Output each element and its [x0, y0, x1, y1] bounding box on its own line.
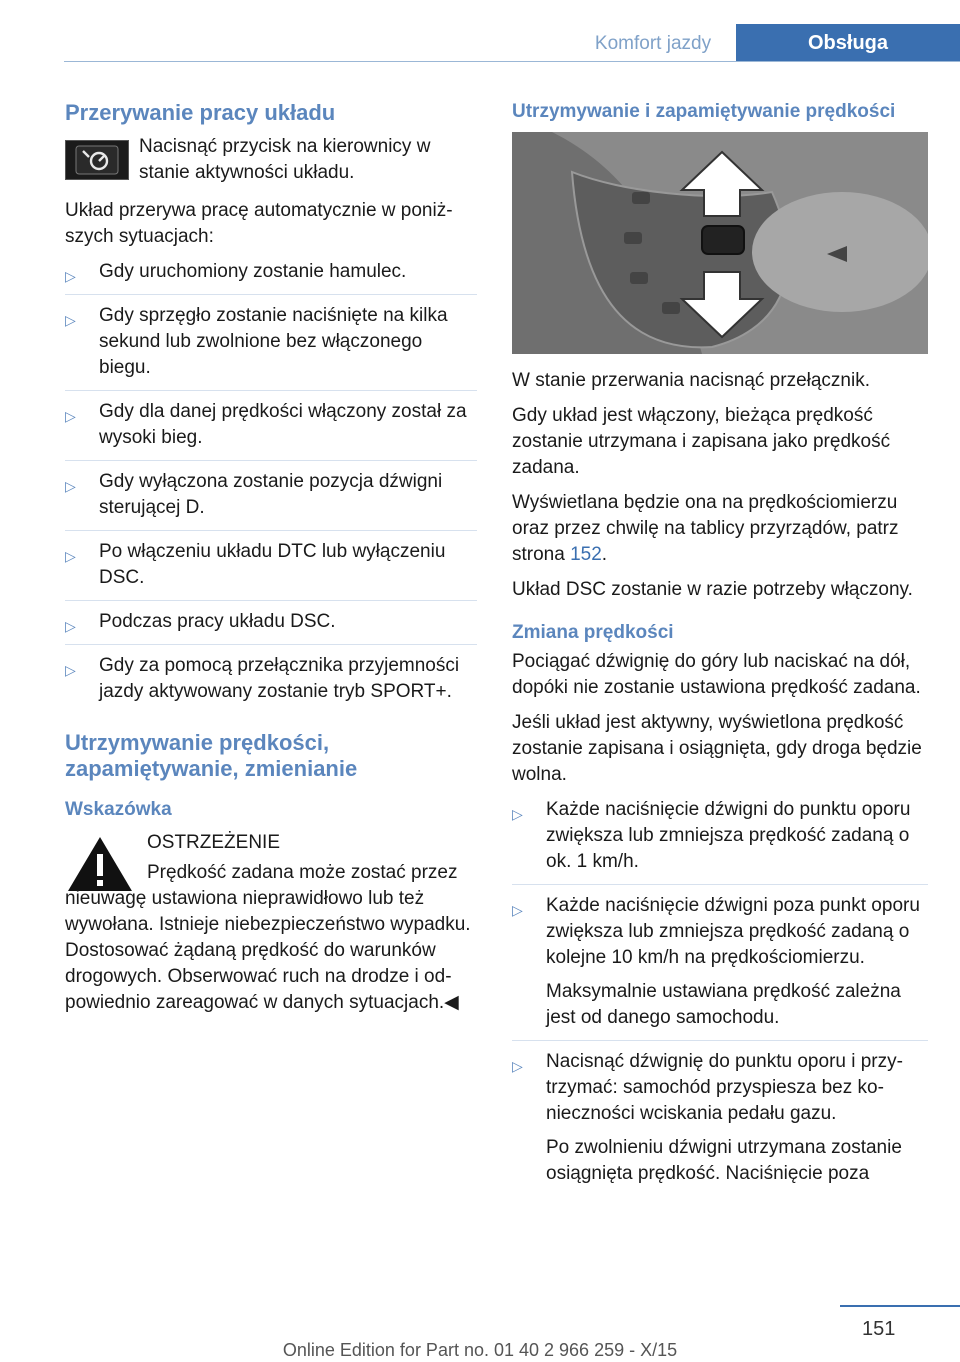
paragraph-press-switch: W stanie przerwania nacisnąć przełącznik. [512, 370, 870, 391]
list-item: ▷ Po włączeniu układu DTC lub wyłączeniu DSC. [65, 539, 477, 601]
paragraph-display: Wyświetlana będzie ona na prędkościomierzu oraz przez chwilę na tablicy przyrządów, patrz strona 152. [512, 492, 899, 565]
triangle-bullet-icon: ▷ [65, 662, 76, 678]
triangle-bullet-icon: ▷ [65, 618, 76, 634]
list-item: ▷ Gdy wyłączona zostanie pozycja dźwigni sterującej D. [65, 469, 477, 531]
paragraph-stored-speed: Gdy układ jest włączony, bieżąca prędkość zostanie utrzymana i zapisana jako prędkość zadana. [512, 405, 891, 478]
triangle-bullet-icon: ▷ [512, 1058, 523, 1074]
steering-wheel-lever-image [512, 132, 928, 354]
button-instruction [65, 134, 477, 186]
right-column [512, 100, 928, 1206]
triangle-bullet-icon: ▷ [65, 548, 76, 564]
change-speed-title: Zmiana prędkości [512, 622, 674, 643]
hint-title: Wskazówka [65, 799, 172, 820]
triangle-bullet-icon: ▷ [65, 408, 76, 424]
maintain-title: Utrzymywanie prędkości, zapamiętywanie, zmienianie [65, 730, 358, 781]
section-tab[interactable]: Komfort jazdy [594, 33, 712, 54]
button-caption: Nacisnąć przycisk na kierownicy w stanie aktywności układu. [139, 136, 431, 183]
warning-label: OSTRZEŻENIE [147, 832, 281, 853]
chapter-tab[interactable]: Obsługa [736, 24, 960, 62]
auto-interrupt-intro: Układ przerywa pracę automatycznie w poniższych sytuacjach: [65, 200, 453, 247]
header-divider [64, 61, 960, 62]
triangle-bullet-icon: ▷ [65, 312, 76, 328]
list-item: ▷ Każde naciśnięcie dźwigni poza punkt oporu zwiększa lub zmniejsza prędkość zadaną o kolejne 10 km/h na prędkościomierzu. Maksymalnie ustawiana prędkość zależna jest od danego samochodu. [512, 893, 928, 1041]
list-item: ▷ Każde naciśnięcie dźwigni do punktu oporu zwiększa lub zmniejsza prędkość zadaną o ok. 1 km/h. [512, 797, 928, 885]
list-item: ▷ Gdy dla danej prędkości włączony został za wysoki bieg. [65, 399, 477, 461]
store-title: Utrzymywanie i zapamiętywanie prędkości [512, 101, 896, 122]
interrupt-title: Przerywanie pracy układu [65, 100, 336, 125]
page-number-rule [840, 1305, 960, 1307]
cruise-control-button-icon [65, 140, 129, 180]
warning-triangle-icon [65, 834, 135, 894]
paragraph-lever: Pociągać dźwignię do góry lub naciskać na dół, dopóki nie zostanie ustawiona prędkość zadana. [512, 651, 921, 698]
list-item: ▷ Gdy uruchomiony zostanie hamulec. [65, 259, 477, 295]
triangle-bullet-icon: ▷ [512, 806, 523, 822]
triangle-bullet-icon: ▷ [512, 902, 523, 918]
list-item: ▷ Gdy za pomocą przełącznika przyjemności jazdy aktywowany zostanie tryb SPORT+. [65, 655, 460, 702]
page-link[interactable]: 152 [570, 544, 602, 565]
list-item: ▷ Nacisnąć dźwignię do punktu oporu i przytrzymać: samochód przyspiesza bez konieczności wciskania pedału gazu. Po zwolnieniu dźwigni utrzymana zostanie osiągnięta prędkość. Naciśnięcie poza [512, 1051, 903, 1184]
list-item: ▷ Gdy sprzęgło zostanie naciśnięte na kilka sekund lub zwolnione bez włączonego biegu. [65, 303, 477, 391]
page-number: 151 [862, 1318, 896, 1340]
interrupt-list [65, 259, 477, 714]
list-item: ▷ Podczas pracy układu DSC. [65, 609, 477, 645]
triangle-bullet-icon: ▷ [65, 478, 76, 494]
paragraph-dsc: Układ DSC zostanie w razie potrzeby włączony. [512, 579, 913, 600]
change-list [512, 797, 928, 1196]
warning-text: Prędkość zadana może zostać przez nieuwagę ustawiona nieprawidłowo lub też wywołana. Istnieje niebezpieczeństwo wypadku. Dostosować żądaną prędkość do warunków drogowych. Obserwować ruch na drodze i odpowiednio zareagować w danych sytuacjach.◀ [65, 862, 471, 1013]
triangle-bullet-icon: ▷ [65, 268, 76, 284]
left-column [65, 100, 477, 1016]
edition-footer: Online Edition for Part no. 01 40 2 966 259 - X/15 [282, 1340, 678, 1360]
paragraph-active: Jeśli układ jest aktywny, wyświetlona prędkość zostanie zapisana i osiągnięta, gdy droga będzie wolna. [512, 712, 922, 785]
